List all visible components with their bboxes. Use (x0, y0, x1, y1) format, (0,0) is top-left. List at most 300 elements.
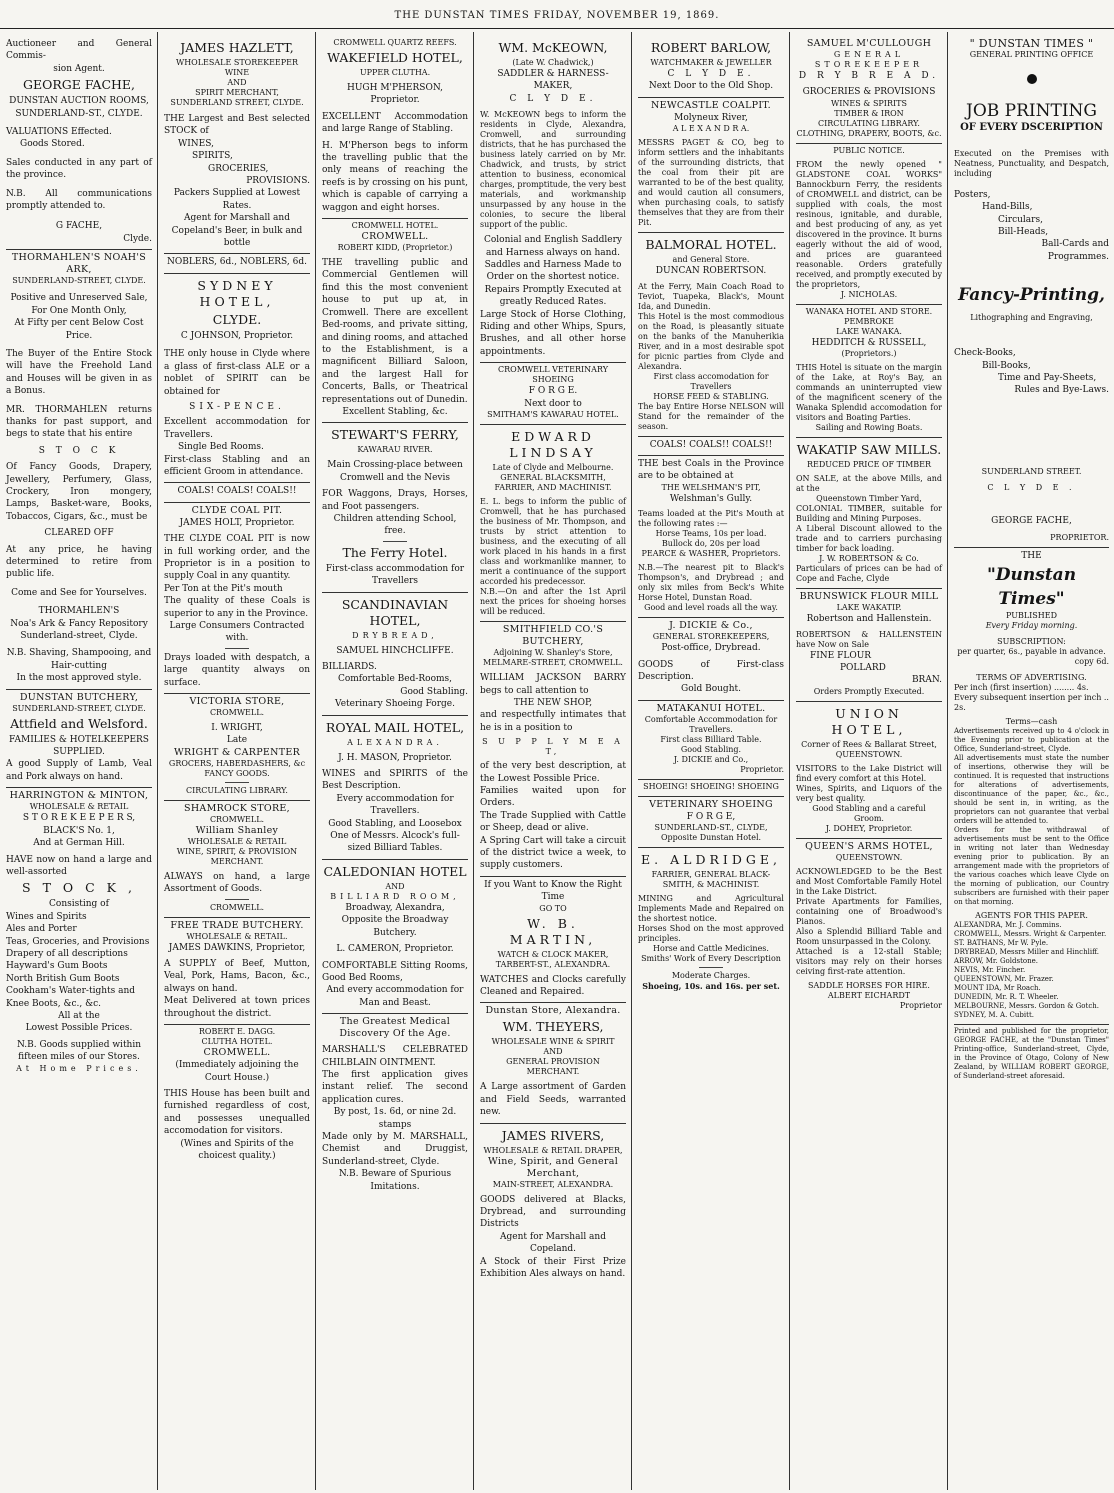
ad-text: FROM the newly opened " GLADSTONE COAL WORKS" Bannockburn Ferry, the residents of CROMWELL and district, can be supplied with coals, the most resinous, ignitable, and durable, and best producing of any, as yet discovered in the province. It burns eagerly without the aid of wood, and prices are guaranteed reasonable. Orders gratefully received, and promptly executed by the proprietors, (796, 159, 942, 289)
ad-text: SUPPLIED. (53, 747, 105, 758)
ad-text: FINE FLOUR (810, 650, 872, 661)
ad-text: Corner of Rees & Ballarat Street, (801, 739, 937, 749)
ad-text: GOODS delivered at Blacks, Drybread, and surrounding Districts (480, 1194, 626, 1230)
ad-heading: BRUNSWICK FLOUR MILL (799, 591, 939, 603)
ad-heading: NEWCASTLE COALPIT. (651, 99, 771, 111)
ad-text: W. McKEOWN begs to inform the residents in Clyde, Alexandra, Cromwell, and surrounding districts, that he has purchased the business lately carried on by Mr. Chadwick, and trusts, by strict attention to business, economical charges, promptitude, the very best materials, and workmanship unsurpassed by any house in the colonies, to secure the liberal support of the public. (480, 110, 626, 230)
ad-wm-mckeown (480, 36, 626, 363)
ad-text: SPIRITS, (192, 151, 233, 162)
ad-text: Particulars of prices can be had of Cope and Fache, Clyde (796, 564, 942, 584)
ad-text: Packers Supplied at Lowest Rates. (173, 188, 301, 211)
ad-heading: The Ferry Hotel. (342, 544, 448, 560)
column-1 (0, 32, 158, 1490)
ad-text: C L Y D E. (667, 69, 755, 79)
ad-text: Post-office, Drybread. (661, 643, 761, 654)
ad-text: Goods Stored. (20, 139, 85, 150)
list-item: CROMWELL, Messrs. Wright & Carpenter. (954, 929, 1107, 938)
ad-text: L. CAMERON, Proprietor. (336, 944, 454, 955)
masthead-text: THE DUNSTAN TIMES FRIDAY, NOVEMBER 19, 1869. (394, 9, 720, 21)
ad-george-fache-auction (6, 36, 152, 250)
ad-coals (164, 483, 310, 502)
ad-heading: JAMES RIVERS, (501, 1127, 605, 1143)
ad-text: Sunderland-street, Clyde. (20, 631, 138, 642)
ad-text: TARBERT-ST., ALEXANDRA. (495, 959, 611, 969)
ad-dunstan-times-terms (954, 548, 1109, 1024)
ad-text: GENERAL STOREKEEPERS, (652, 632, 770, 642)
ad-welshmans-pit (638, 456, 784, 618)
ad-text: Main Crossing-place between Cromwell and the Nevis (327, 460, 463, 483)
list-item: Hayward's Gum Boots (6, 961, 108, 972)
ad-text: WHOLESALE STOREKEEPER WINE (175, 58, 298, 77)
ad-text: Broadway, Alexandra, (345, 902, 445, 913)
ad-text: Good Stabling. (400, 686, 468, 697)
ad-text: FOR Waggons, Drays, Horses, and Foot passengers. (322, 489, 468, 512)
ad-heading: "Dunstan Times" (986, 564, 1077, 609)
ad-text: THORMAHLEN'S (38, 606, 120, 617)
ad-james-rivers (480, 1124, 626, 1285)
ad-heading: Fancy-Printing, (958, 285, 1105, 306)
ad-text: Moderate Charges. (671, 971, 751, 981)
masthead-rule (0, 28, 1114, 29)
ad-cromwell-veterinary (480, 363, 626, 425)
ad-text: Excellent Stabling, &c. (342, 406, 448, 417)
ad-matakanui-hotel (638, 701, 784, 780)
list-item: Drapery of all descriptions (6, 948, 128, 959)
list-item: DRYBREAD, Messrs Miller and Hinchliff. (954, 947, 1100, 956)
stock-list (6, 911, 152, 1010)
ad-text: Made only by M. MARSHALL, Chemist and Druggist, Sunderland-street, Clyde. (322, 1131, 468, 1167)
ad-text: ACKNOWLEDGED to be the Best and Most Comfortable Family Hotel in the Lake District. (796, 866, 942, 896)
ad-text: DRYBREAD, (352, 630, 438, 640)
ad-text: Good Stabling and a careful Groom. (812, 803, 926, 823)
ad-text: Consisting of (49, 899, 109, 910)
ad-text: One of Messrs. Alcock's full-sized Billiard Tables. (330, 831, 460, 854)
ad-text: First-class accommodation for Travellers (325, 563, 465, 587)
ad-text: JAMES HOLT, Proprietor. (179, 517, 295, 528)
ad-text: N.B. Beware of Spurious Imitations. (338, 1169, 452, 1192)
list-item: North British Gum Boots (6, 973, 120, 984)
ad-heading: GEORGE FACHE, (22, 77, 136, 93)
ad-text: WILLIAM JACKSON BARRY begs to call attention to (480, 673, 626, 696)
divider (225, 782, 249, 783)
ad-text: ALEXANDRA. (347, 737, 443, 747)
ad-text: SAMUEL HINCHCLIFFE. (336, 645, 454, 656)
ad-text: EXCELLENT Accommodation and large Range of Stabling. (322, 111, 468, 135)
divider (383, 541, 407, 542)
column-7 (948, 32, 1114, 1490)
ad-heading: VETERINARY SHOEING (649, 798, 773, 810)
ad-heading: CLYDE COAL PIT. (191, 504, 283, 516)
list-item: QUEENSTOWN, Mr. Frazer. (954, 974, 1054, 983)
ad-heading: SCANDINAVIAN HOTEL, (341, 596, 449, 628)
ad-text: Circulars, (998, 214, 1043, 225)
ad-text: At the Ferry, Main Coach Road to Teviot, Tuapeka, Black's, Mount Ida, and Dunedin. (638, 281, 784, 311)
ad-text: Welshman's Gully. (669, 493, 753, 504)
ad-text: S T O C K (38, 445, 120, 456)
ad-text: Veterinary Shoeing Forge. (335, 699, 455, 710)
ad-text: A Liberal Discount allowed to the trade and to carriers purchasing timber for back loading. (796, 524, 942, 554)
ad-text: MAIN-STREET, ALEXANDRA. (492, 1179, 614, 1189)
ad-text: UPPER CLUTHA. (359, 68, 431, 77)
ad-text: BILLIARD ROOM, (330, 891, 460, 901)
ad-text: POLLARD (840, 663, 886, 674)
ad-text: CROMWELL. (209, 814, 265, 824)
ad-text: GENERAL PROVISION (506, 1057, 600, 1067)
ad-text: WHOLESALE & RETAIL DRAPER, (483, 1145, 623, 1155)
ad-text: Lithographing and Engraving, (970, 313, 1093, 323)
ad-text: PUBLIC NOTICE. (833, 145, 905, 155)
ad-text: Good and level roads all the way. (644, 603, 778, 613)
ad-dunstan-store (480, 1003, 626, 1123)
ad-text: C JOHNSON, Proprietor. (180, 330, 294, 341)
ad-text: F O R G E, (686, 811, 736, 822)
ad-text: MINING and Agricultural Implements Made and Repaired on the shortest notice. (638, 894, 784, 924)
ad-heading: The Greatest Medical Discovery Of the Age. (339, 1016, 451, 1040)
ad-text: A L E X A N D R A. (672, 124, 750, 134)
ad-text: Agent for Marshall and Copeland. (500, 1231, 606, 1255)
ad-wanaka-hotel (796, 305, 942, 438)
ad-text: The Trade Supplied with Cattle or Sheep, dead or alive. (480, 810, 626, 834)
ad-text: CIRCULATING LIBRARY. (186, 785, 288, 795)
ad-text: A Large assortment of Garden and Field Seeds, warranted new. (480, 1082, 626, 1118)
ornament-divider (954, 74, 1109, 88)
ad-text: Opposite Dunstan Hotel. (660, 833, 762, 843)
ad-text: CLOTHING, DRAPERY, BOOTS, &c. (796, 128, 942, 138)
ad-text: THE Largest and Best selected STOCK of (164, 114, 310, 137)
ad-text: Robertson and Hallenstein. (806, 614, 932, 625)
ad-text: Children attending School, free. (333, 513, 457, 537)
ad-text: Wines, Spirits, and Liquors of the very best quality. (796, 783, 942, 803)
column-2 (158, 32, 316, 1490)
ad-text: SUBSCRIPTION: (997, 636, 1066, 646)
ad-text: GENERAL BLACKSMITH, FARRIER, AND MACHINIST. (494, 473, 612, 493)
ad-text: WINE, SPIRIT, & PROVISION (176, 846, 298, 856)
ad-dunstan-butchery (6, 690, 152, 789)
list-item: SYDNEY, M. A. Cubitt. (954, 1010, 1034, 1019)
ad-text: Horse Teams, 10s per load. (655, 529, 767, 539)
ad-heading: FREE TRADE BUTCHERY. (170, 919, 304, 931)
ad-text: TERMS OF ADVERTISING. (976, 672, 1087, 682)
ad-text: COALS! COALS!! COALS!! (649, 439, 773, 450)
ad-text: THE travelling public and Commercial Gentlemen will find this the most convenient house to put up at, in Cromwell. There are excellent Bed-rooms, and private sitting, and dining rooms, and attached to the Establishment, is a magnificent Billiard Saloon, and the largest Hall for Concerts, Balls, or Theatrical representations out of Dunedin. (322, 258, 468, 405)
ad-james-hazlett (164, 36, 310, 254)
ad-text: SUNDERLAND STREET. (981, 466, 1082, 476)
ad-coals-2 (638, 437, 784, 456)
ad-scandinavian-hotel (322, 593, 468, 716)
ad-heading: ROBERT BARLOW, (650, 40, 772, 55)
ad-heading: CROMWELL. (361, 231, 429, 243)
ad-text: GROCERS, HABERDASHERS, &c (168, 758, 306, 768)
ad-text: (Wines and Spirits of the choicest quality.) (180, 1138, 294, 1161)
ad-text: per quarter, 6s., payable in advance. (957, 646, 1106, 656)
ad-text: I. WRIGHT, (211, 723, 263, 734)
ad-text: Noa's Ark & Fancy Repository (10, 618, 148, 629)
ad-text: WINES, (178, 138, 214, 149)
imprint-text: Printed and published for the proprietor, GEORGE FACHE, at the "Dunstan Times" Printing-office, Sunderland-street, Clyde, in the Province of Otago, Colony of New Zealand, by WILLIAM ROBERT GEORGE, of Sunderland-street aforesaid. (954, 1026, 1109, 1080)
ad-clyde-coal-pit (164, 503, 310, 694)
ad-text: Smiths' Work of Every Description (641, 954, 781, 964)
ad-heading: W. B. MARTIN, (509, 915, 597, 947)
ad-wakatip-saw-mills (796, 438, 942, 589)
ad-text: JAMES DAWKINS, Proprietor, (168, 942, 306, 953)
ad-text: PUBLISHED (1005, 610, 1058, 620)
ad-text: KAWARAU RIVER. (357, 445, 433, 455)
ad-text: HEDDITCH & RUSSELL, (811, 337, 927, 348)
ad-text: THE WELSHMAN'S PIT, (661, 482, 761, 492)
ad-text: Clyde. (123, 233, 152, 244)
ad-text: Rules and Bye-Laws. (1014, 385, 1109, 396)
ad-text: Lowest Possible Prices. (25, 1023, 133, 1034)
ad-text: Comfortable Accommodation for Travellers. (644, 714, 778, 734)
ad-text: Large Stock of Horse Clothing, Riding and other Whips, Spurs, Brushes, and all other horse appointments. (480, 309, 626, 357)
ad-text: ALWAYS on hand, a large Assortment of Goods. (164, 871, 310, 895)
ad-text: The bay Entire Horse NELSON will Stand for the remainder of the season. (638, 401, 784, 431)
ad-heading: UNION HOTEL, (831, 705, 907, 737)
ad-text: The Buyer of the Entire Stock will have the Freehold Land and Houses will be given in as a Bonus. (6, 348, 152, 397)
ad-text: Meat Delivered at town prices throughout the district. (164, 996, 310, 1019)
ad-heading: BALMORAL HOTEL. (645, 237, 777, 253)
ad-text: H. M'Pherson begs to inform the travelling public that the only means of reaching the reefs is by crossing on his punt, which is capable of carrying a waggon and eight horses. (322, 140, 468, 213)
ad-text: GOODS of First-class Description. (638, 659, 784, 683)
ad-text: C L Y D E. (509, 93, 597, 104)
ad-text: (Proprietors.) (841, 349, 897, 359)
ad-text: First-class Stabling and an efficient Groom in attendance. (164, 454, 310, 477)
ad-text: BILLIARDS. (322, 662, 377, 672)
ad-text: N.B. All communications promptly attended to. (6, 188, 152, 212)
column-4 (474, 32, 632, 1490)
ad-text: Bill-Heads, (998, 227, 1049, 238)
ad-text: VISITORS to the Lake District will find every comfort at this Hotel. (796, 763, 942, 783)
ad-imprint (954, 1025, 1109, 1085)
ad-text: LAKE WANAKA. (836, 326, 902, 336)
ad-text: SMITHAM'S KAWARAU HOTEL. (487, 410, 619, 420)
ad-text: Adjoining W. Shanley's Store, (493, 648, 613, 658)
ad-text: Teams loaded at the Pit's Mouth at the following rates :— (638, 509, 784, 529)
ad-text: Molyneux River, (674, 112, 748, 123)
ad-text: Every accommodation for Travellers. (336, 793, 454, 817)
ad-text: All at the (58, 1010, 100, 1021)
ad-text: This Hotel is the most commodious on the Road, is pleasantly situate on the banks of the Manuherikia River, and in a most desirable spot for picnic parties from Clyde and Alexandra. (638, 311, 784, 371)
list-item: MOUNT IDA, Mr Roach. (954, 983, 1041, 992)
ad-text: QUEENSTOWN. (835, 852, 903, 862)
ad-text: Colonial and English Saddlery and Harness always on hand. (484, 235, 622, 258)
ad-text: Every Friday morning. (985, 620, 1078, 630)
ad-text: PROVISIONS. (246, 176, 310, 187)
ad-text: THE only house in Clyde where a glass of first-class ALE or a noblet of SPIRIT can be obtained for (164, 349, 310, 397)
ad-heading: THORMAHLEN'S NOAH'S ARK, (11, 252, 147, 276)
list-item: DUNEDIN, Mr. R. T. Wheeler. (954, 992, 1059, 1001)
ad-text: and General Store. (672, 255, 750, 265)
ad-heading: S T O C K , (22, 880, 136, 896)
ad-text: CROMWELL QUARTZ REEFS. (333, 38, 457, 47)
ad-text: N.B. Shaving, Shampooing, and Hair-cutting (6, 648, 152, 671)
ad-text: A SUPPLY of Beef, Mutton, Veal, Pork, Hams, Bacon, &c., always on hand. (164, 959, 310, 994)
ad-text: MELMARE-STREET, CROMWELL. (483, 658, 623, 668)
list-item: Cookham's Water-tights and Knee Boots, &c., &c. (6, 986, 136, 1009)
ad-text: J. DICKIE and Co., (673, 754, 749, 764)
ad-text: CIRCULATING LIBRARY. (818, 118, 920, 128)
ad-samuel-mccullough (796, 36, 942, 144)
ad-heading: WRIGHT & CARPENTER (173, 746, 301, 758)
ad-union-hotel (796, 702, 942, 839)
ad-text: QUEENSTOWN. (835, 749, 903, 759)
ad-text: BLACK'S No. 1, (43, 825, 115, 836)
ad-cromwell-hotel (322, 219, 468, 423)
ad-text: THE NEW SHOP, (513, 697, 593, 708)
ad-text: Opposite the Broadway Butchery. (341, 915, 449, 938)
ad-heading: " DUNSTAN TIMES " (969, 37, 1094, 50)
ad-text: DUNCAN ROBERTSON. (655, 266, 767, 277)
ad-text: N.B.—On and after the 1st April next the prices for shoeing horses will be reduced. (480, 587, 626, 617)
ad-text: HORSE FEED & STABLING. (653, 391, 769, 401)
ad-text: THE best Coals in the Province are to be obtained at (638, 459, 784, 482)
ad-text: WATCHES and Clocks carefully Cleaned and Repaired. (480, 974, 626, 997)
ad-text: Good Stabling. (680, 744, 742, 754)
ad-text: SIX-PENCE. (189, 401, 285, 412)
ad-text: WHOLESALE WINE & SPIRIT (491, 1037, 615, 1047)
ad-text: The first application gives instant relief. The second application cures. (322, 1069, 468, 1105)
ad-text: Check-Books, (954, 348, 1016, 359)
ad-text: The quality of these Coals is superior to any in the Province. (164, 596, 310, 619)
ad-text: HAVE now on hand a large and well-assorted (6, 854, 152, 877)
ad-text: ALBERT EICHARDT (827, 990, 911, 1000)
ad-heading: WAKATIP SAW MILLS. (796, 442, 942, 458)
ad-public-notice (796, 144, 942, 305)
ad-text: Hand-Bills, (982, 202, 1033, 213)
ad-text: For One Month Only, (31, 305, 127, 316)
list-item: Ales and Porter (6, 924, 77, 935)
ad-text: Late of Clyde and Melbourne. (492, 463, 614, 473)
ad-text: Shoeing, 10s. and 16s. per set. (642, 981, 780, 992)
ad-e-aldridge (638, 848, 784, 995)
ad-text: A Spring Cart will take a circuit of the district twice a week, to supply customers. (480, 835, 626, 871)
ad-text: WINES & SPIRITS (831, 98, 907, 108)
ad-shamrock-store (164, 801, 310, 918)
ad-text: N.B. Goods supplied within fifteen miles of our Stores. (16, 1039, 142, 1063)
ad-heading: HARRINGTON & MINTON, (9, 790, 149, 802)
ad-text: Per Ton at the Pit's mouth (164, 583, 283, 594)
ad-text: MARSHALL'S CELEBRATED CHILBLAIN OINTMENT. (322, 1045, 468, 1068)
ad-heading: CALEDONIAN HOTEL (323, 863, 467, 879)
ad-text: If you Want to Know the Right Time (484, 879, 622, 903)
ad-text: By post, 1s. 6d, or nine 2d. stamps (333, 1107, 457, 1130)
ad-text: Of Fancy Goods, Drapery, Jewellery, Perfumery, Glass, Crockery, Iron mongery, Lamps, Basket-ware, Books, Tobaccos, Cigars, &c., must be (6, 462, 152, 522)
ad-text: Comfortable Bed-Rooms, (337, 674, 453, 685)
ad-text: CLEARED OFF (44, 528, 114, 539)
ad-text: SUNDERLAND-STREET, CLYDE. (12, 703, 146, 713)
ad-text: J. NICHOLAS. (840, 289, 898, 299)
ad-text: A Stock of their First Prize Exhibition Ales always on hand. (480, 1256, 626, 1280)
ad-text: OF EVERY DSCERIPTION (960, 122, 1103, 134)
list-item: ST. BATHANS, Mr W. Pyle. (954, 938, 1049, 947)
ad-queens-arms-hotel (796, 839, 942, 1015)
ad-text: Private Apartments for Families, containing one of Broadwood's Pianos. (796, 896, 942, 926)
ad-text: Bullock do, 20s per load (661, 539, 761, 549)
ad-heading: Attfield and Welsford. (10, 715, 148, 731)
ad-text: Next door to (524, 398, 582, 409)
ad-text: MR. THORMAHLEN returns thanks for past support, and begs to state that his entire (6, 404, 152, 440)
ad-text: All advertisements must state the number of insertions, otherwise they will be continued. It is requested that instructions for alterations of advertisements, discontinuance of the paper, &c., &c., should be sent in, in writing, as the proprietors can not guarantee that verbal orders will be attended to. (954, 753, 1109, 825)
ad-text: Next Door to the Old Shop. (648, 81, 774, 92)
ad-text: C L Y D E . (987, 482, 1076, 492)
ad-text: Orders for the withdrawal of advertisements must be sent to the Office in writing not later than Wednesday evening prior to publication. By an arrangement made with the proprietors of the various coaches which leave Clyde on the morning of publication, our Country subscribers are furnished with their paper on that morning. (954, 825, 1109, 906)
ad-text: Programmes. (1047, 251, 1109, 262)
ad-text: PEMBROKE (844, 316, 894, 326)
list-item: Wines and Spirits (6, 911, 87, 922)
ornament-dot-icon (1027, 74, 1037, 84)
column-5 (632, 32, 790, 1490)
ad-text: Sailing and Rowing Boats. (815, 423, 923, 433)
ad-text: THIS Hotel is situate on the margin of the Lake, at Roy's Bay, an commands an uninterrupted view of the magnificent scenery of the Wanaka Splendid accomodation for visitors and Boating Parties. (796, 363, 942, 423)
ad-text: MERCHANT. (526, 1067, 580, 1077)
ad-text: Attached is a 12-stall Stable; visitors may rely on their horses ceiving first-rate attention. (796, 946, 942, 976)
ad-text: CROMWELL HOTEL. (351, 221, 439, 231)
ad-text: And every accommodation for Man and Beast. (326, 985, 464, 1008)
ad-text: ON SALE, at the above Mills, and at the (796, 474, 942, 494)
ad-noblers (164, 254, 310, 273)
ad-free-trade-butchery (164, 918, 310, 1025)
column-6 (790, 32, 948, 1490)
ad-newcastle-coalpit (638, 98, 784, 233)
ad-text: REDUCED PRICE OF TIMBER (806, 460, 932, 470)
ad-text: In the most approved style. (16, 673, 142, 684)
ad-text: GENERAL PRINTING OFFICE (969, 50, 1094, 59)
ad-text: Positive and Unreserved Sale, (10, 293, 148, 304)
ad-heading: DUNSTAN BUTCHERY, (19, 691, 139, 703)
ad-text: ROBERT E. DAGG. (198, 1027, 276, 1037)
ad-text: SUNDERLAND-ST., CLYDE, (654, 823, 768, 833)
ad-text: SUNDERLAND-ST., CLYDE. (15, 108, 143, 119)
ad-text: Horses Shod on the most approved principles. (638, 924, 784, 944)
ad-text: E. L. begs to inform the public of Cromwell, that he has purchased the business of Mr. Thompson, and trusts by strict attention to business, and the executing of all work placed in his hands in a first class and workmanlike manner, to merit a continuance of the support accorded his predecessor. (480, 497, 626, 587)
ad-heading: Wine, Spirit, and General Merchant, (487, 1155, 619, 1179)
ad-heading: WM. THEYERS, (502, 1019, 604, 1035)
column-3 (316, 32, 474, 1490)
ad-text: GROCERIES, (208, 163, 269, 174)
ad-text: SADDLER & HARNESS-MAKER, (497, 69, 609, 92)
ad-text: Advertisements received up to 4 o'clock in the Evening prior to publication at the Office, Sunderland-street, Clyde. (954, 726, 1109, 753)
ad-heading: SYDNEY HOTEL, (197, 277, 277, 309)
ad-text: GENERAL STOREKEEPER (814, 50, 924, 69)
ad-text: VALUATIONS Effected. (6, 127, 112, 138)
ad-text: Gold Bought. (681, 684, 741, 695)
ad-heading: SHAMROCK STORE, (184, 802, 290, 814)
ad-text: Single Bed Rooms. (178, 442, 264, 453)
ad-text: GROCERIES & PROVISIONS (802, 87, 936, 98)
ad-text: Repairs Promptly Executed at greatly Reduced Rates. (484, 284, 622, 308)
ad-text: ROBERT KIDD, (Proprietor.) (337, 243, 453, 253)
ad-text: Come and See for Yourselves. (11, 587, 147, 598)
list-item: ARROW, Mr. Goldstone. (954, 956, 1038, 965)
ad-text: Every subsequent insertion per inch .. 2s. (954, 692, 1109, 712)
ad-text: Saddles and Harness Made to Order on the shortest notice. (484, 260, 622, 283)
ad-text: AND (543, 1047, 563, 1057)
ad-heading: ROYAL MAIL HOTEL, (325, 719, 465, 735)
ad-royal-mail-hotel (322, 716, 468, 860)
ad-heading: CLYDE. (212, 311, 262, 327)
divider (225, 648, 249, 649)
ad-text: Proprietor (899, 1000, 942, 1010)
ad-text: CROMWELL VETERINARY SHOEING (498, 365, 608, 385)
ad-text: First class accomodation for Travellers (653, 371, 769, 391)
ad-heading: EDWARD LINDSAY (509, 429, 597, 461)
ad-thormahlen (6, 250, 152, 689)
ad-harrington-minton (6, 788, 152, 1077)
ad-text: COALS! COALS! COALS!! (177, 486, 297, 497)
ad-text: DUNSTAN AUCTION ROOMS, (9, 96, 149, 107)
ad-text: copy 6d. (1074, 656, 1109, 666)
ad-text: Per inch (first insertion) ........ 4s. (954, 682, 1089, 692)
